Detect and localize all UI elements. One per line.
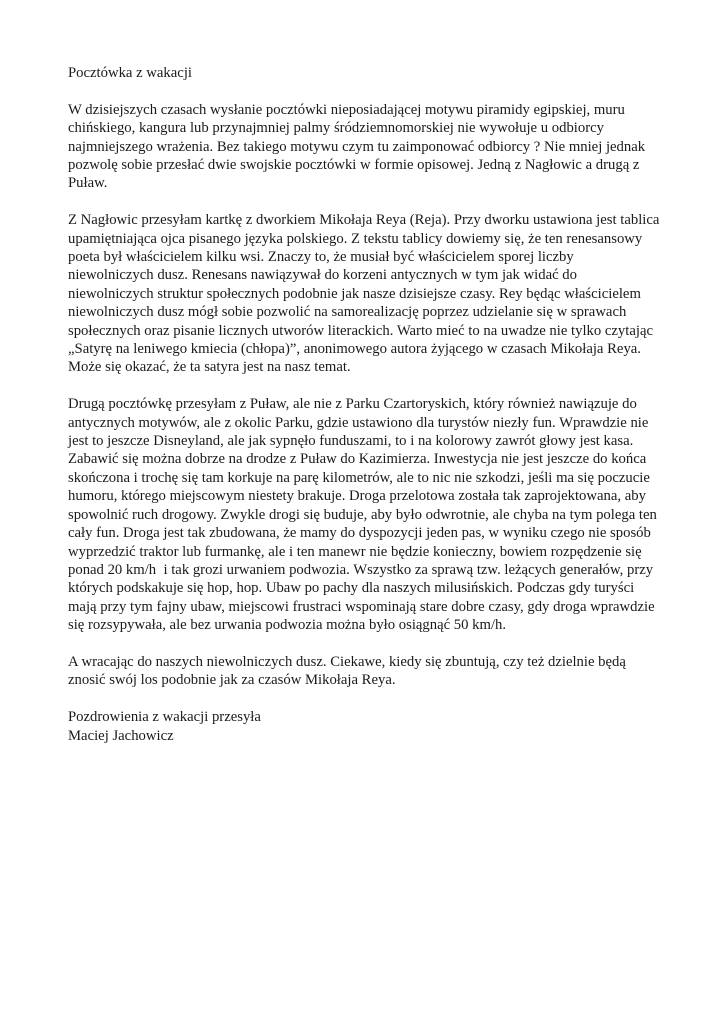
document-title: Pocztówka z wakacji — [68, 65, 192, 81]
body-paragraph — [68, 101, 658, 193]
paragraph-line: poeta był właścicielem kilku wsi. Znaczy to, że musiał być właścicielem sporej liczby — [68, 249, 574, 266]
paragraph-line: upamiętniająca ojca pisanego języka polskiego. Z tekstu tablicy dowiemy się, że ten renesansowy — [68, 230, 643, 247]
paragraph-line: Drugą pocztówkę przesyłam z Puław, ale nie z Parku Czartoryskich, który również nawiązuje do — [68, 396, 637, 413]
paragraph-line: wyprzedzić traktor lub furmankę, ale i ten manewr nie będzie konieczny, bowiem rozpędzenie się — [68, 543, 642, 560]
paragraph-line: mają przy tym fajny ubaw, miejscowi frustraci wspominają stare dobre czasy, gdy droga wprawdzie — [68, 598, 655, 615]
body-paragraph — [68, 395, 658, 634]
paragraph-line: najmniejszego wrażenia. Bez takiego motywu czym tu zaimponować odbiorcy ? Nie mniej jednak — [68, 138, 646, 155]
body-paragraph — [68, 211, 658, 377]
closing-author: Maciej Jachowicz — [68, 727, 174, 744]
closing-block — [68, 708, 658, 745]
paragraph-line: chińskiego, kangura lub przynajmniej palmy śródziemnomorskiej nie wywołuje u odbiorcy — [68, 120, 604, 137]
paragraph-line: W dzisiejszych czasach wysłanie pocztówki nieposiadającej motywu piramidy egipskiej, muru — [68, 101, 625, 118]
paragraph-line: jest to jeszcze Disneyland, ale jak sypnęło funduszami, to i na kolorowy zawrót głowy jest kasa. — [68, 433, 634, 450]
paragraph-line: których podskakuje się hop, hop. Ubaw po pachy dla naszych milusińskich. Podczas gdy turyści — [68, 580, 635, 597]
paragraph-line: spowolnić ruch drogowy. Zwykle drogi się buduje, aby było odwrotnie, ale chyba na tym polega ten — [68, 506, 657, 523]
closing-greeting: Pozdrowienia z wakacji przesyła — [68, 709, 261, 726]
paragraph-line: Puław. — [68, 175, 108, 192]
paragraph-line: się rozsypywała, ale bez urwania podwozia można było osiągnąć 50 km/h. — [68, 617, 507, 634]
document-page — [68, 64, 658, 763]
paragraph-line: niewolniczych dusz. Renesans nawiązywał do korzeni antycznych w tym jak widać do — [68, 267, 577, 284]
document-body — [68, 101, 658, 690]
body-paragraph — [68, 653, 658, 690]
paragraph-line: skończona i trochę się tam korkuje na parę kilometrów, ale to nic nie szkodzi, jeśli ma się poczucie — [68, 469, 650, 486]
paragraph-line: pozwolę sobie przesłać dwie swojskie pocztówki w formie opisowej. Jedną z Nagłowic a drugą z — [68, 157, 640, 174]
paragraph-line: „Satyrę na leniwego kmiecia (chłopa)”, anonimowego autora żyjącego w czasach Mikołaja Reya. — [68, 341, 641, 358]
paragraph-line: ponad 20 km/h i tak grozi urwaniem podwozia. Wszystko za sprawą tzw. leżących generałów, przy — [68, 561, 654, 578]
paragraph-line: Może się okazać, że ta satyra jest na nasz temat. — [68, 359, 351, 376]
paragraph-line: społecznych oraz pisanie licznych utworów literackich. Warto mieć to na uwadze nie tylko czytając — [68, 322, 653, 339]
paragraph-line: antycznych motywów, ale z okolic Parku, gdzie ustawiono dla turystów niezły fun. Wprawdzie nie — [68, 414, 649, 431]
paragraph-line: humoru, którego miejscowym niestety brakuje. Droga przelotowa została tak zaprojektowana, aby — [68, 488, 646, 505]
paragraph-line: cały fun. Droga jest tak zbudowana, że mamy do dyspozycji jeden pas, w wyniku czego nie sposób — [68, 525, 651, 542]
paragraph-line: A wracając do naszych niewolniczych dusz. Ciekawe, kiedy się zbuntują, czy też dzielnie będą — [68, 653, 626, 670]
paragraph-line: znosić swój los podobnie jak za czasów Mikołaja Reya. — [68, 672, 396, 689]
paragraph-line: Zabawić się można dobrze na drodze z Puław do Kazimierza. Inwestycja nie jest jeszcze do końca — [68, 451, 647, 468]
paragraph-line: niewolniczych dusz mógł sobie pozwolić na samorealizację poprzez udzielanie się w sprawach — [68, 304, 627, 321]
paragraph-line: niewolniczych struktur społecznych podobnie jak nasze dzisiejsze czasy. Rey będąc właścicielem — [68, 285, 641, 302]
paragraph-line: Z Nagłowic przesyłam kartkę z dworkiem Mikołaja Reya (Reja). Przy dworku ustawiona jest tablica — [68, 212, 660, 229]
